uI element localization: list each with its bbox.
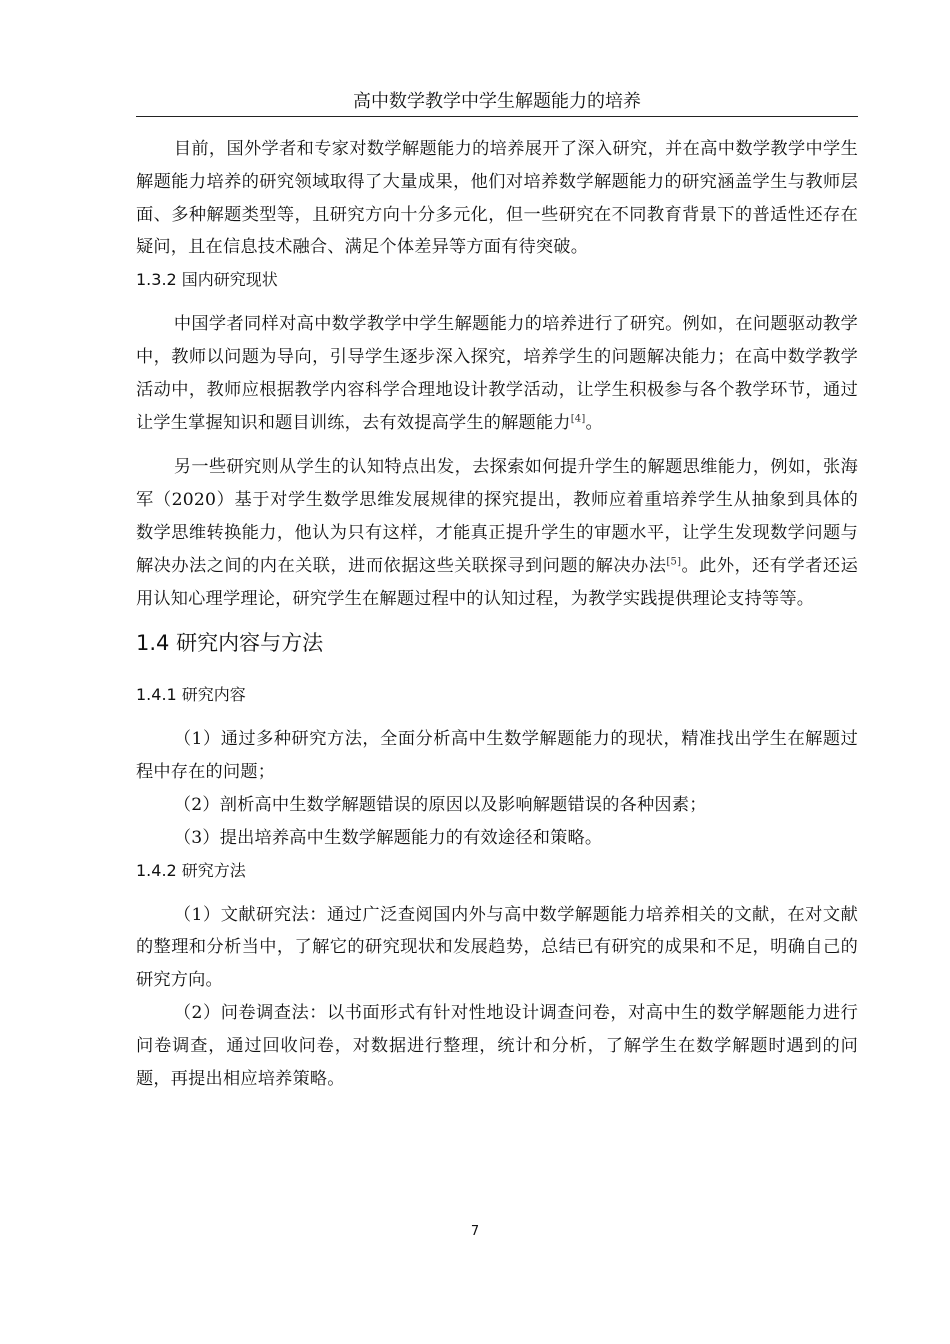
paragraph-cognitive-text-b: 。此外，还有学者还运用认知心理学理论，研究学生在解题过程中的认知过程，为教学实践提供理论支持等等。 xyxy=(136,555,858,609)
header-rule xyxy=(136,116,858,117)
page-number: 7 xyxy=(470,1224,480,1239)
citation-4: [4] xyxy=(570,412,586,424)
heading-1-4-2: 1.4.2 研究方法 xyxy=(136,860,246,880)
method-item-1: （1）文献研究法：通过广泛查阅国内外与高中数学解题能力培养相关的文献，在对文献的整理和分析当中，了解它的研究现状和发展趋势，总结已有研究的成果和不足，明确自己的研究方向。 xyxy=(136,904,858,991)
citation-5: [5] xyxy=(666,556,682,568)
heading-1-4: 1.4 研究内容与方法 xyxy=(136,631,324,656)
paragraph-foreign-research: 目前，国外学者和专家对数学解题能力的培养展开了深入研究，并在高中数学教学中学生解题能力培养的研究领域取得了大量成果，他们对培养数学解题能力的研究涵盖学生与教师层面、多种解题类型等，且研究方向十分多元化，但一些研究在不同教育背景下的普适性还存在疑问，且在信息技术融合、满足个体差异等方面有待突破。 xyxy=(136,139,858,258)
content-item-3: （3）提出培养高中生数学解题能力的有效途径和策略。 xyxy=(173,827,603,848)
heading-1-3-2: 1.3.2 国内研究现状 xyxy=(136,270,278,290)
paragraph-cognitive-text-a: 另一些研究则从学生的认知特点出发，去探索如何提升学生的解题思维能力，例如，张海军（2020）基于对学生数学思维发展规律的探究提出，教师应着重培养学生从抽象到具体的数学思维转换能力，他认为只有这样，才能真正提升学生的审题水平，让学生发现数学问题与解决办法之间的内在关联，进而依据这些关联探寻到问题的解决办法 xyxy=(136,457,858,576)
content-item-1: （1）通过多种研究方法，全面分析高中生数学解题能力的现状，精准找出学生在解题过程中存在的问题； xyxy=(136,729,858,783)
method-item-2: （2）问卷调查法：以书面形式有针对性地设计调查问卷，对高中生的数学解题能力进行问卷调查，通过回收问卷，对数据进行整理，统计和分析，了解学生在数学解题时遇到的问题，再提出相应培养策略。 xyxy=(136,1002,858,1089)
paragraph-cognitive-research xyxy=(136,451,858,615)
page-body xyxy=(136,133,858,1095)
content-item-2: （2）剖析高中生数学解题错误的原因以及影响解题错误的各种因素； xyxy=(173,794,707,815)
running-header: 高中数学教学中学生解题能力的培养 xyxy=(353,91,641,112)
paragraph-end-mark: 。 xyxy=(585,412,603,433)
paragraph-domestic-research-text: 中国学者同样对高中数学教学中学生解题能力的培养进行了研究。例如，在问题驱动教学中，教师以问题为导向，引导学生逐步深入探究，培养学生的问题解决能力；在高中数学教学活动中，教师应根据教学内容科学合理地设计教学活动，让学生积极参与各个教学环节，通过让学生掌握知识和题目训练，去有效提高学生的解题能力 xyxy=(136,314,858,433)
paragraph-domestic-research xyxy=(136,308,858,439)
heading-1-4-1: 1.4.1 研究内容 xyxy=(136,685,246,705)
